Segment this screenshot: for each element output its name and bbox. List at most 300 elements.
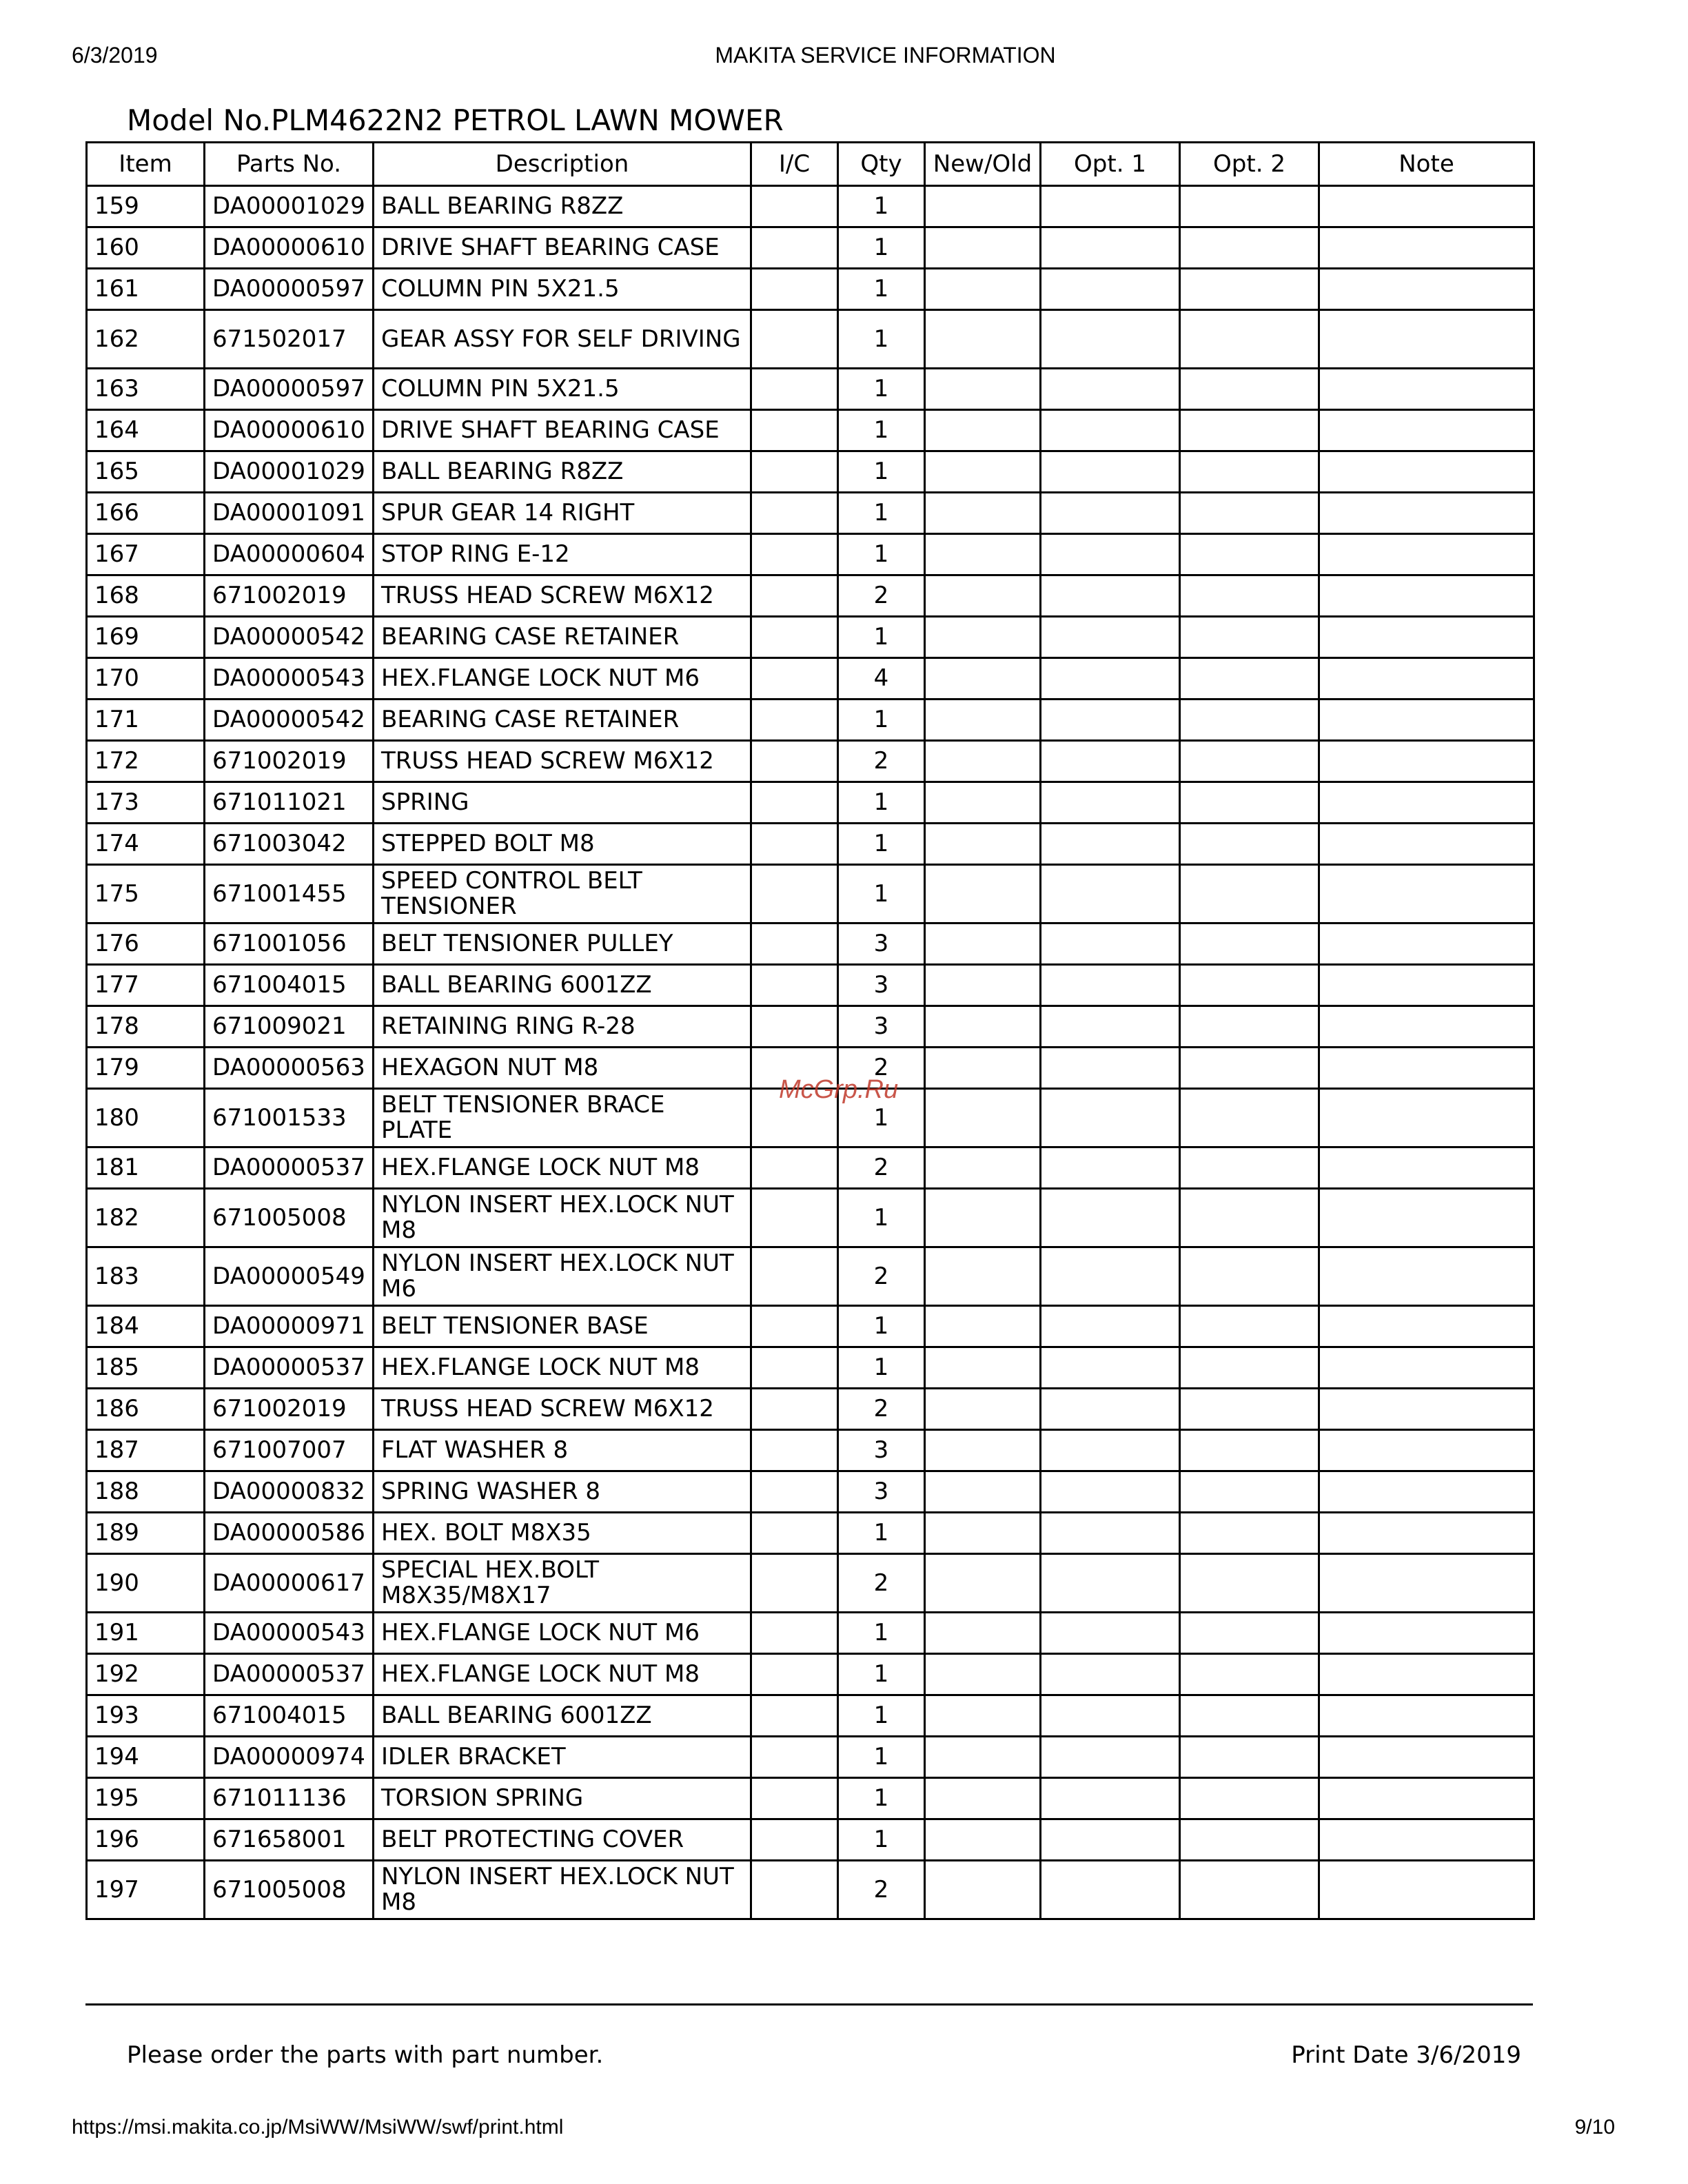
cell-ic [751, 965, 838, 1006]
cell-opt2 [1180, 269, 1319, 310]
cell-qty: 2 [838, 1247, 925, 1306]
cell-description: BELT PROTECTING COVER [374, 1819, 751, 1861]
cell-opt1 [1041, 1089, 1180, 1147]
cell-note [1319, 1513, 1534, 1554]
cell-item: 180 [87, 1089, 205, 1147]
cell-ic [751, 1006, 838, 1048]
cell-opt2 [1180, 741, 1319, 782]
cell-parts-no: DA00000543 [205, 1613, 374, 1654]
cell-ic [751, 369, 838, 410]
cell-item: 179 [87, 1048, 205, 1089]
cell-opt2 [1180, 1737, 1319, 1778]
table-row [87, 269, 1534, 310]
cell-new-old [925, 1654, 1041, 1695]
cell-parts-no: 671003042 [205, 824, 374, 865]
cell-note [1319, 310, 1534, 369]
cell-ic [751, 1306, 838, 1347]
cell-description: SPRING WASHER 8 [374, 1471, 751, 1513]
cell-item: 164 [87, 410, 205, 451]
cell-new-old [925, 617, 1041, 658]
cell-new-old [925, 269, 1041, 310]
cell-parts-no: DA00000597 [205, 269, 374, 310]
cell-ic [751, 1778, 838, 1819]
cell-note [1319, 965, 1534, 1006]
cell-new-old [925, 1613, 1041, 1654]
cell-opt2 [1180, 1147, 1319, 1189]
cell-opt1 [1041, 1737, 1180, 1778]
cell-description: DRIVE SHAFT BEARING CASE [374, 410, 751, 451]
cell-opt2 [1180, 1554, 1319, 1613]
cell-note [1319, 1347, 1534, 1389]
cell-note [1319, 1430, 1534, 1471]
cell-note [1319, 865, 1534, 923]
cell-note [1319, 1554, 1534, 1613]
cell-description: COLUMN PIN 5X21.5 [374, 369, 751, 410]
table-row [87, 782, 1534, 824]
cell-parts-no: DA00000563 [205, 1048, 374, 1089]
cell-item: 166 [87, 493, 205, 534]
cell-note [1319, 1613, 1534, 1654]
table-row [87, 1737, 1534, 1778]
table-row [87, 923, 1534, 965]
cell-new-old [925, 700, 1041, 741]
cell-item: 194 [87, 1737, 205, 1778]
cell-ic [751, 451, 838, 493]
table-row [87, 410, 1534, 451]
cell-opt2 [1180, 493, 1319, 534]
cell-item: 170 [87, 658, 205, 700]
cell-item: 190 [87, 1554, 205, 1613]
cell-new-old [925, 965, 1041, 1006]
cell-item: 196 [87, 1819, 205, 1861]
col-header-parts-no: Parts No. [205, 143, 374, 186]
cell-opt1 [1041, 1695, 1180, 1737]
cell-opt1 [1041, 965, 1180, 1006]
table-row [87, 1247, 1534, 1306]
cell-item: 177 [87, 965, 205, 1006]
cell-ic [751, 1654, 838, 1695]
footer-divider [85, 2003, 1533, 2006]
cell-opt1 [1041, 451, 1180, 493]
cell-ic [751, 1613, 838, 1654]
cell-opt2 [1180, 310, 1319, 369]
cell-item: 178 [87, 1006, 205, 1048]
cell-parts-no: DA00001029 [205, 451, 374, 493]
cell-qty: 1 [838, 1613, 925, 1654]
cell-item: 181 [87, 1147, 205, 1189]
cell-opt1 [1041, 617, 1180, 658]
cell-item: 188 [87, 1471, 205, 1513]
cell-new-old [925, 1778, 1041, 1819]
cell-description: STEPPED BOLT M8 [374, 824, 751, 865]
cell-new-old [925, 1471, 1041, 1513]
cell-qty: 1 [838, 617, 925, 658]
table-row [87, 186, 1534, 227]
cell-item: 186 [87, 1389, 205, 1430]
cell-opt1 [1041, 410, 1180, 451]
cell-qty: 1 [838, 1347, 925, 1389]
cell-new-old [925, 1513, 1041, 1554]
cell-qty: 2 [838, 1048, 925, 1089]
cell-note [1319, 923, 1534, 965]
table-row [87, 658, 1534, 700]
cell-item: 174 [87, 824, 205, 865]
cell-note [1319, 1247, 1534, 1306]
cell-opt2 [1180, 700, 1319, 741]
col-header-opt1: Opt. 1 [1041, 143, 1180, 186]
cell-new-old [925, 824, 1041, 865]
parts-table [85, 141, 1535, 1920]
cell-opt1 [1041, 1554, 1180, 1613]
cell-description: BELT TENSIONER BRACE PLATE [374, 1089, 751, 1147]
cell-item: 191 [87, 1613, 205, 1654]
cell-qty: 1 [838, 700, 925, 741]
cell-opt2 [1180, 1089, 1319, 1147]
cell-opt2 [1180, 1006, 1319, 1048]
cell-parts-no: 671002019 [205, 575, 374, 617]
cell-opt1 [1041, 1048, 1180, 1089]
cell-new-old [925, 923, 1041, 965]
table-row [87, 865, 1534, 923]
cell-qty: 2 [838, 1554, 925, 1613]
cell-opt1 [1041, 1389, 1180, 1430]
col-header-qty: Qty [838, 143, 925, 186]
cell-qty: 1 [838, 1306, 925, 1347]
table-row [87, 1613, 1534, 1654]
cell-item: 165 [87, 451, 205, 493]
cell-opt2 [1180, 1819, 1319, 1861]
cell-opt1 [1041, 923, 1180, 965]
table-row [87, 451, 1534, 493]
cell-opt2 [1180, 923, 1319, 965]
cell-note [1319, 741, 1534, 782]
cell-new-old [925, 658, 1041, 700]
cell-item: 193 [87, 1695, 205, 1737]
cell-description: HEX.FLANGE LOCK NUT M8 [374, 1147, 751, 1189]
cell-item: 184 [87, 1306, 205, 1347]
cell-qty: 1 [838, 410, 925, 451]
cell-opt2 [1180, 451, 1319, 493]
cell-description: STOP RING E-12 [374, 534, 751, 575]
cell-note [1319, 227, 1534, 269]
cell-note [1319, 1048, 1534, 1089]
cell-opt2 [1180, 1048, 1319, 1089]
cell-description: TRUSS HEAD SCREW M6X12 [374, 741, 751, 782]
cell-description: DRIVE SHAFT BEARING CASE [374, 227, 751, 269]
table-row [87, 1513, 1534, 1554]
cell-opt1 [1041, 1819, 1180, 1861]
cell-opt1 [1041, 658, 1180, 700]
cell-parts-no: DA00000586 [205, 1513, 374, 1554]
cell-note [1319, 1737, 1534, 1778]
cell-opt1 [1041, 1613, 1180, 1654]
cell-new-old [925, 575, 1041, 617]
table-row [87, 1006, 1534, 1048]
cell-new-old [925, 1247, 1041, 1306]
cell-qty: 3 [838, 923, 925, 965]
cell-description: GEAR ASSY FOR SELF DRIVING [374, 310, 751, 369]
cell-note [1319, 1471, 1534, 1513]
cell-opt2 [1180, 1471, 1319, 1513]
cell-new-old [925, 1554, 1041, 1613]
cell-description: FLAT WASHER 8 [374, 1430, 751, 1471]
footer-note: Please order the parts with part number. [127, 2041, 604, 2069]
parts-table-body [87, 186, 1534, 1919]
cell-qty: 2 [838, 1147, 925, 1189]
cell-qty: 1 [838, 1089, 925, 1147]
cell-parts-no: DA00000974 [205, 1737, 374, 1778]
cell-item: 169 [87, 617, 205, 658]
cell-ic [751, 1189, 838, 1247]
cell-opt1 [1041, 824, 1180, 865]
cell-opt2 [1180, 410, 1319, 451]
cell-description: BELT TENSIONER PULLEY [374, 923, 751, 965]
table-row [87, 1389, 1534, 1430]
cell-description: NYLON INSERT HEX.LOCK NUT M8 [374, 1861, 751, 1919]
cell-note [1319, 369, 1534, 410]
cell-ic [751, 269, 838, 310]
cell-note [1319, 700, 1534, 741]
cell-opt1 [1041, 1189, 1180, 1247]
cell-opt1 [1041, 782, 1180, 824]
cell-item: 187 [87, 1430, 205, 1471]
cell-opt1 [1041, 741, 1180, 782]
cell-parts-no: DA00000537 [205, 1654, 374, 1695]
cell-new-old [925, 1695, 1041, 1737]
cell-qty: 1 [838, 369, 925, 410]
cell-qty: 1 [838, 824, 925, 865]
cell-parts-no: 671011021 [205, 782, 374, 824]
table-row [87, 1347, 1534, 1389]
cell-description: HEX.FLANGE LOCK NUT M6 [374, 658, 751, 700]
cell-description: NYLON INSERT HEX.LOCK NUT M6 [374, 1247, 751, 1306]
cell-item: 197 [87, 1861, 205, 1919]
cell-ic [751, 923, 838, 965]
cell-item: 182 [87, 1189, 205, 1247]
cell-qty: 1 [838, 227, 925, 269]
cell-opt1 [1041, 369, 1180, 410]
cell-description: HEX.FLANGE LOCK NUT M8 [374, 1347, 751, 1389]
cell-item: 183 [87, 1247, 205, 1306]
cell-ic [751, 782, 838, 824]
cell-parts-no: DA00000971 [205, 1306, 374, 1347]
cell-parts-no: DA00000597 [205, 369, 374, 410]
cell-parts-no: DA00000549 [205, 1247, 374, 1306]
cell-parts-no: DA00001091 [205, 493, 374, 534]
cell-ic [751, 1389, 838, 1430]
cell-new-old [925, 227, 1041, 269]
cell-item: 189 [87, 1513, 205, 1554]
cell-item: 159 [87, 186, 205, 227]
cell-parts-no: 671502017 [205, 310, 374, 369]
cell-ic [751, 1737, 838, 1778]
cell-opt1 [1041, 865, 1180, 923]
cell-note [1319, 1819, 1534, 1861]
cell-ic [751, 1695, 838, 1737]
cell-description: BALL BEARING 6001ZZ [374, 965, 751, 1006]
cell-ic [751, 824, 838, 865]
col-header-note: Note [1319, 143, 1534, 186]
cell-parts-no: DA00000617 [205, 1554, 374, 1613]
cell-new-old [925, 410, 1041, 451]
cell-description: BEARING CASE RETAINER [374, 700, 751, 741]
cell-qty: 1 [838, 493, 925, 534]
table-row [87, 700, 1534, 741]
col-header-new-old: New/Old [925, 143, 1041, 186]
cell-opt2 [1180, 1778, 1319, 1819]
header-title: MAKITA SERVICE INFORMATION [715, 43, 1056, 68]
cell-note [1319, 1695, 1534, 1737]
cell-note [1319, 1006, 1534, 1048]
page-url: https://msi.makita.co.jp/MsiWW/MsiWW/swf/print.html [72, 2116, 564, 2139]
cell-ic [751, 617, 838, 658]
cell-opt2 [1180, 865, 1319, 923]
cell-opt1 [1041, 700, 1180, 741]
cell-description: HEX.FLANGE LOCK NUT M8 [374, 1654, 751, 1695]
cell-opt1 [1041, 186, 1180, 227]
cell-new-old [925, 1389, 1041, 1430]
cell-item: 163 [87, 369, 205, 410]
cell-ic [751, 534, 838, 575]
cell-opt1 [1041, 1471, 1180, 1513]
cell-qty: 4 [838, 658, 925, 700]
cell-ic [751, 186, 838, 227]
cell-new-old [925, 493, 1041, 534]
cell-note [1319, 1189, 1534, 1247]
cell-new-old [925, 1737, 1041, 1778]
cell-description: RETAINING RING R-28 [374, 1006, 751, 1048]
cell-parts-no: 671005008 [205, 1861, 374, 1919]
cell-description: SPEED CONTROL BELT TENSIONER [374, 865, 751, 923]
cell-opt1 [1041, 1006, 1180, 1048]
cell-note [1319, 782, 1534, 824]
cell-parts-no: 671004015 [205, 965, 374, 1006]
cell-ic [751, 1430, 838, 1471]
cell-new-old [925, 186, 1041, 227]
cell-ic [751, 1347, 838, 1389]
cell-parts-no: 671005008 [205, 1189, 374, 1247]
cell-parts-no: 671004015 [205, 1695, 374, 1737]
table-row [87, 1654, 1534, 1695]
cell-qty: 1 [838, 1778, 925, 1819]
cell-ic [751, 741, 838, 782]
cell-opt1 [1041, 493, 1180, 534]
cell-qty: 1 [838, 1654, 925, 1695]
cell-parts-no: 671001533 [205, 1089, 374, 1147]
table-row [87, 1819, 1534, 1861]
cell-description: COLUMN PIN 5X21.5 [374, 269, 751, 310]
cell-opt2 [1180, 617, 1319, 658]
cell-qty: 2 [838, 1861, 925, 1919]
cell-new-old [925, 1006, 1041, 1048]
header-date: 6/3/2019 [72, 43, 158, 68]
cell-opt2 [1180, 824, 1319, 865]
cell-item: 176 [87, 923, 205, 965]
cell-opt1 [1041, 1778, 1180, 1819]
cell-opt2 [1180, 965, 1319, 1006]
table-row [87, 534, 1534, 575]
cell-note [1319, 824, 1534, 865]
cell-opt1 [1041, 1147, 1180, 1189]
cell-opt1 [1041, 227, 1180, 269]
cell-parts-no: 671001455 [205, 865, 374, 923]
cell-item: 192 [87, 1654, 205, 1695]
table-row [87, 741, 1534, 782]
cell-opt1 [1041, 1430, 1180, 1471]
cell-qty: 3 [838, 1471, 925, 1513]
cell-ic [751, 410, 838, 451]
cell-description: BALL BEARING 6001ZZ [374, 1695, 751, 1737]
cell-parts-no: DA00000610 [205, 410, 374, 451]
cell-opt1 [1041, 575, 1180, 617]
cell-item: 195 [87, 1778, 205, 1819]
cell-ic [751, 575, 838, 617]
cell-ic [751, 1247, 838, 1306]
cell-description: SPECIAL HEX.BOLT M8X35/M8X17 [374, 1554, 751, 1613]
col-header-item: Item [87, 143, 205, 186]
cell-qty: 1 [838, 1695, 925, 1737]
cell-new-old [925, 1189, 1041, 1247]
cell-ic [751, 865, 838, 923]
cell-qty: 3 [838, 1006, 925, 1048]
cell-opt1 [1041, 1861, 1180, 1919]
cell-opt2 [1180, 1861, 1319, 1919]
cell-new-old [925, 310, 1041, 369]
cell-note [1319, 1089, 1534, 1147]
cell-qty: 1 [838, 1513, 925, 1554]
cell-description: HEX. BOLT M8X35 [374, 1513, 751, 1554]
table-row [87, 310, 1534, 369]
cell-new-old [925, 534, 1041, 575]
cell-note [1319, 410, 1534, 451]
cell-description: BEARING CASE RETAINER [374, 617, 751, 658]
table-row [87, 617, 1534, 658]
watermark: McGrp.Ru [779, 1075, 899, 1104]
cell-note [1319, 534, 1534, 575]
cell-note [1319, 658, 1534, 700]
cell-qty: 3 [838, 1430, 925, 1471]
cell-opt1 [1041, 1347, 1180, 1389]
cell-note [1319, 575, 1534, 617]
cell-opt2 [1180, 658, 1319, 700]
cell-parts-no: 671002019 [205, 741, 374, 782]
cell-opt1 [1041, 269, 1180, 310]
col-header-ic: I/C [751, 143, 838, 186]
cell-ic [751, 1554, 838, 1613]
cell-description: SPRING [374, 782, 751, 824]
cell-parts-no: 671658001 [205, 1819, 374, 1861]
cell-parts-no: DA00001029 [205, 186, 374, 227]
cell-description: BALL BEARING R8ZZ [374, 451, 751, 493]
cell-new-old [925, 1147, 1041, 1189]
cell-opt1 [1041, 310, 1180, 369]
col-header-opt2: Opt. 2 [1180, 143, 1319, 186]
cell-note [1319, 617, 1534, 658]
table-row [87, 1695, 1534, 1737]
cell-note [1319, 1306, 1534, 1347]
cell-opt2 [1180, 1613, 1319, 1654]
table-row [87, 369, 1534, 410]
cell-note [1319, 1778, 1534, 1819]
cell-opt2 [1180, 1695, 1319, 1737]
cell-item: 162 [87, 310, 205, 369]
cell-new-old [925, 1819, 1041, 1861]
cell-description: SPUR GEAR 14 RIGHT [374, 493, 751, 534]
cell-new-old [925, 1089, 1041, 1147]
cell-parts-no: 671002019 [205, 1389, 374, 1430]
cell-qty: 3 [838, 965, 925, 1006]
cell-new-old [925, 1861, 1041, 1919]
